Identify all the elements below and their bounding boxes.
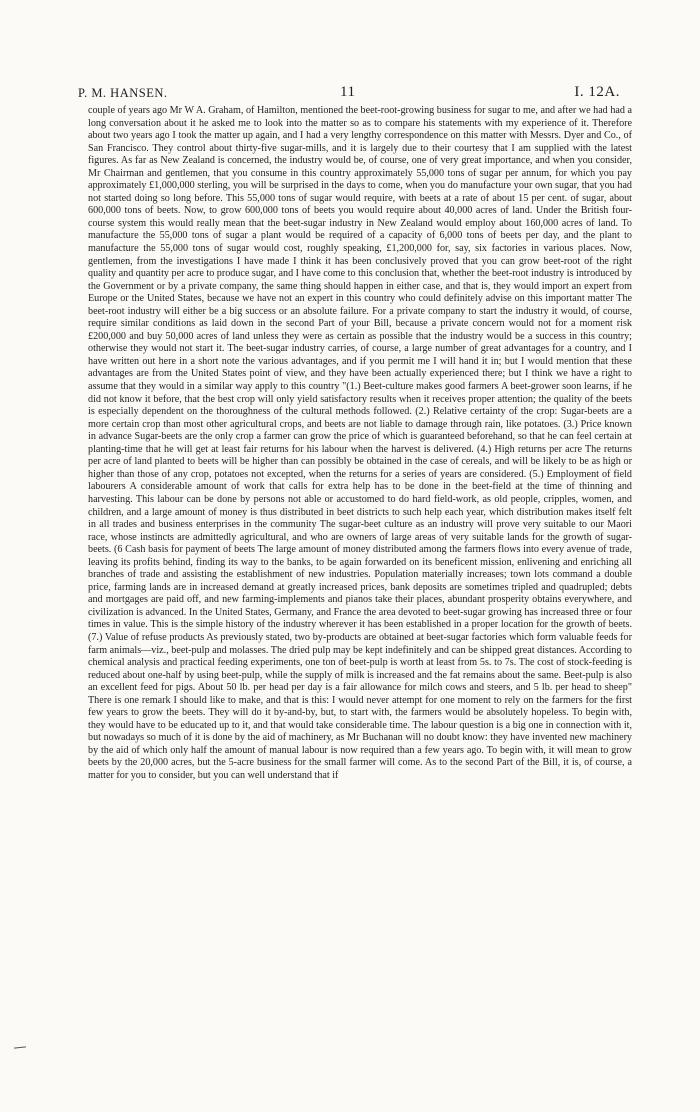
document-code: I. 12A. [574,84,620,100]
body-text [88,105,632,783]
running-head-author: P. M. HANSEN. [78,86,168,100]
page-header [78,86,620,104]
body-paragraph: couple of years ago Mr W A. Graham, of Hamilton, mentioned the beet-root-growing business for sugar to me, and after we had had a long conversation about it he asked me to look into the matter so as to compare his statements with my experience of it. Therefore about two years ago I took the matter up again, and I had a very lengthy correspondence on this matter with Messrs. Dyer and Co., of San Francisco. They control about thirty-five sugar-mills, and it is largely due to their courtesy that I am supplied with the latest figures. As far as New Zealand is concerned, the industry would be, of course, one of very great importance, and when you consider, Mr Chairman and gentlemen, that you consume in this country approximately 55,000 tons of sugar per annum, for which you pay approximately £1,000,000 sterling, you will be surprised in the days to come, when you do manufacture your own sugar, that you had not started doing so long before. This 55,000 tons of sugar would require, with beets at a rate of about 15 per cent. of sugar, about 600,000 tons of beets. Now, to grow 600,000 tons of beets you would require about 40,000 acres of land. Under the British four-course system this would really mean that the beet-sugar industry in New Zealand would employ about 160,000 acres of land. To manufacture the 55,000 tons of sugar a plant would be required of a capacity of 6,000 tons of beets per day, and the plant to manufacture the 55,000 tons of sugar would cost, roughly speaking, £1,200,000 for, say, six factories in various places. Now, gentlemen, from the investigations I have made I think it has been conclusively proved that you can grow beet-root of the right quality and quantity per acre to produce sugar, and I have come to this conclusion that, whether the beet-root industry is introduced by the Government or by a private company, the same thing should happen in either case, and that is, they would import an expert from Europe or the United States, because we have not an expert in this country who could definitely advise on this important matter The beet-root industry will either be a big success or an absolute failure. For a private company to start the industry it would, of course, require similar conditions as laid down in the second Part of your Bill, because a private concern would not for a moment risk £200,000 and buy 50,000 acres of land unless they were as certain as possible that the industry would be a success in this country; otherwise they would not start it. The beet-sugar industry carries, of course, a large number of great advantages for a country, and I have written out here in a short note the various advantages, and if you permit me I will hand it in; but I would mention that these advantages are from the United States point of view, and they have been actually experienced there; but I think we have a right to assume that they would in a similar way apply to this country "(1.) Beet-culture makes good farmers A beet-grower soon learns, if he did not know it before, that the best crop will only yield satisfactory results when it receives proper attention; the quality of the beets is especially dependent on the thoroughness of the cultural methods followed. (2.) Relative certainty of the crop: Sugar-beets are a more certain crop than most other agricultural crops, and beets are not liable to damage through rain, like potatoes. (3.) Price known in advance Sugar-beets are the only crop a farmer can grow the price of which is guaranteed beforehand, so that he can feel certain at planting-time that he will get at least fair returns for his labour when the harvest is delivered. (4.) High returns per acre The returns per acre of land planted to beets will be higher than can possibly be obtained in the case of cereals, and will be likely to be as high or higher than those of any crop, potatoes not excepted, when the returns for a series of years are considered. (5.) Employment of field labourers A considerable amount of work that calls for extra help has to be done in the beet-field at the time of thinning and harvesting. This labour can be done by persons not able or accustomed to do hard field-work, as old people, cripples, women, and children, and a large amount of money is thus distributed in beet districts to such help each year, which distribution makes itself felt in all trades and business enterprises in the community The sugar-beet culture as an industry will prove very suitable to our Maori race, whose instincts are admittedly agricultural, and who are owners of large areas of very suitable lands for the growth of sugar-beets. (6 Cash basis for payment of beets The large amount of money distributed among the farmers flows into every avenue of trade, leaving its profits behind, finding its way to the banks, to be again forwarded on its beneficent mission, enlivening and enriching all branches of trade and assisting the establishment of new industries. Population materially increases; town lots command a double price, farming lands are in increased demand at greatly increased prices, bank deposits are sometimes tripled and quadrupled; debts and mortgages are paid off, and new farming-implements and pianos take their places, abundant prosperity obtains everywhere, and civilization is advanced. In the United States, Germany, and France the area devoted to beet-sugar growing has increased three or four times in value. This is the simple history of the industry wherever it has been established in a proper location for the growth of beets. (7.) Value of refuse products As previously stated, two by-products are obtained at beet-sugar factories which form valuable feeds for farm animals—viz., beet-pulp and molasses. The dried pulp may be kept indefinitely and can be shipped great distances. According to chemical analysis and practical feeding experiments, one ton of beet-pulp is worth at least from 5s. to 7s. The cost of stock-feeding is reduced about one-half by using beet-pulp, while the supply of milk is increased and the fat remains about the same. Beet-pulp is also an excellent feed for pigs. About 50 lb. per head per day is a fair allowance for milch cows and steers, and 5 lb. per head to sheep" There is one remark I should like to make, and that is this: I would never attempt for one moment to rely on the farmers for the first few years to grow the beets. They will do it by-and-by, but, to start with, the farmers would be absolutely hopeless. To begin with, they would have to be educated up to it, and that would take considerable time. The labour question is a big one in connection with it, but nowadays so much of it is done by the aid of machinery, as Mr Buchanan will no doubt know: they have invented new machinery by the aid of which only half the amount of manual labour is now required than a few years ago. To begin with, it will mean to grow beets by the 20,000 acres, but the 5-acre business for the small farmer will come. As to the second Part of the Bill, it is, of course, a matter for you to consider, but you can well understand that if [88,105,632,781]
margin-mark [14,1046,26,1048]
page-number: 11 [340,84,356,100]
